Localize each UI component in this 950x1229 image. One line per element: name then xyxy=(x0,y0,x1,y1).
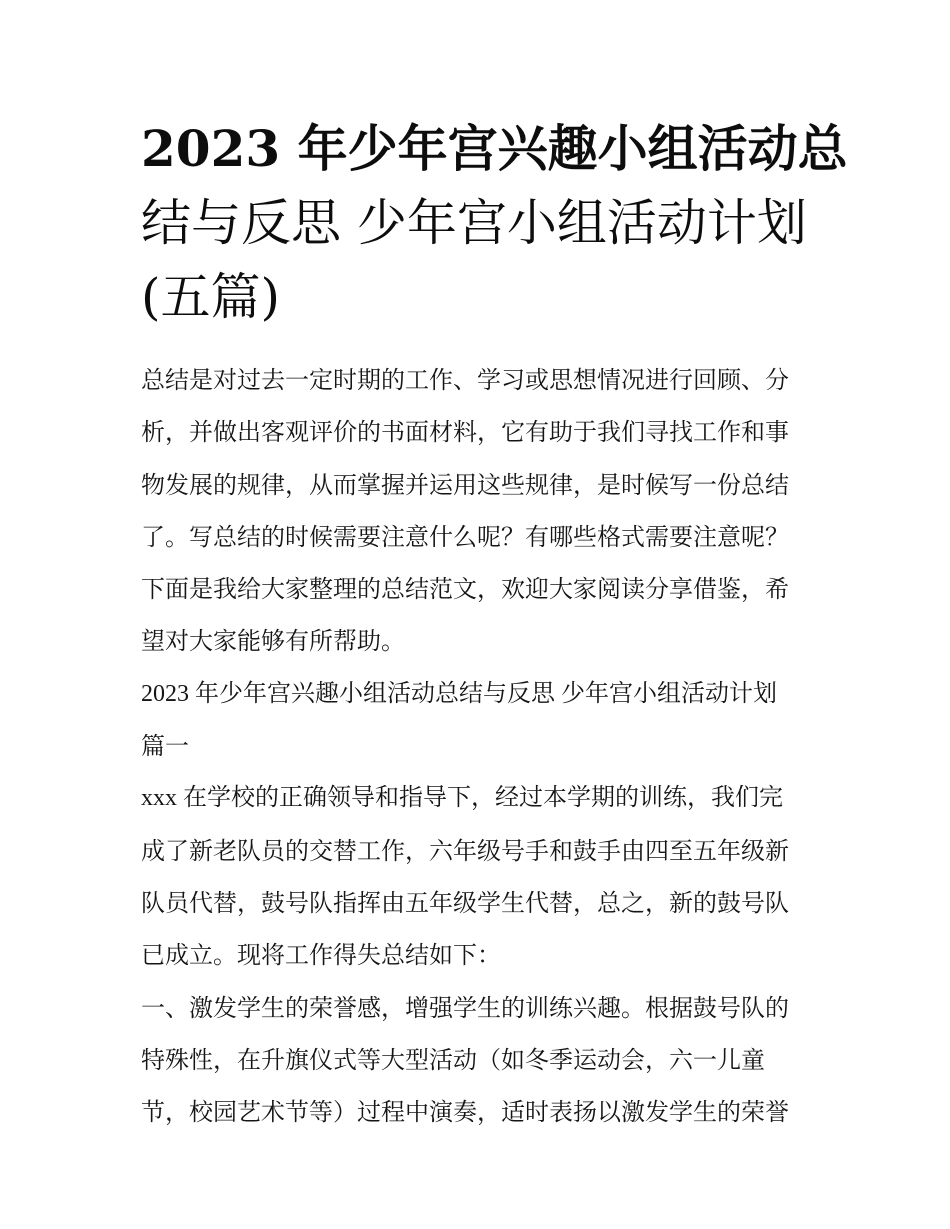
paragraph-one xyxy=(141,772,813,981)
paragraph-one-line: 已成立。现将工作得失总结如下： xyxy=(141,941,501,970)
intro-line: 物发展的规律，从而掌握并运用这些规律，是时候写一份总结 xyxy=(141,470,789,499)
intro-line: 了。写总结的时候需要注意什么呢？有哪些格式需要注意呢？ xyxy=(141,522,789,551)
section-heading-line: 篇一 xyxy=(141,732,189,761)
intro-line: 总结是对过去一定时期的工作、学习或思想情况进行回顾、分 xyxy=(141,366,789,394)
document-body xyxy=(141,354,813,1138)
intro-line: 下面是我给大家整理的总结范文，欢迎大家阅读分享借鉴，希 xyxy=(141,575,789,604)
paragraph-one-line: 成了新老队员的交替工作，六年级号手和鼓手由四至五年级新 xyxy=(141,836,789,865)
section-heading xyxy=(141,668,813,773)
intro-line: 析，并做出客观评价的书面材料，它有助于我们寻找工作和事 xyxy=(141,418,789,447)
document-content xyxy=(141,112,848,1138)
paragraph-two-line: 一、激发学生的荣誉感，增强学生的训练兴趣。根据鼓号队的 xyxy=(141,993,789,1022)
title-line-3: (五篇) xyxy=(141,268,281,326)
section-heading-line: 2023 年少年宫兴趣小组活动总结与反思 少年宫小组活动计划 xyxy=(141,680,777,707)
paragraph-two-line: 节，校园艺术节等）过程中演奏，适时表扬以激发学生的荣誉 xyxy=(141,1098,789,1127)
title-line-2: 结与反思 少年宫小组活动计划 xyxy=(141,194,807,252)
title-line-1: 2023 年少年宫兴趣小组活动总 xyxy=(141,119,848,178)
paragraph-two xyxy=(141,982,813,1139)
paragraph-one-line: xxx 在学校的正确领导和指导下，经过本学期的训练，我们完 xyxy=(141,785,783,812)
intro-paragraph xyxy=(141,354,813,668)
intro-line: 望对大家能够有所帮助。 xyxy=(141,627,405,656)
paragraph-two-line: 特殊性，在升旗仪式等大型活动（如冬季运动会，六一儿童 xyxy=(141,1045,765,1074)
document-title xyxy=(141,112,848,334)
paragraph-one-line: 队员代替，鼓号队指挥由五年级学生代替，总之，新的鼓号队 xyxy=(141,888,789,917)
